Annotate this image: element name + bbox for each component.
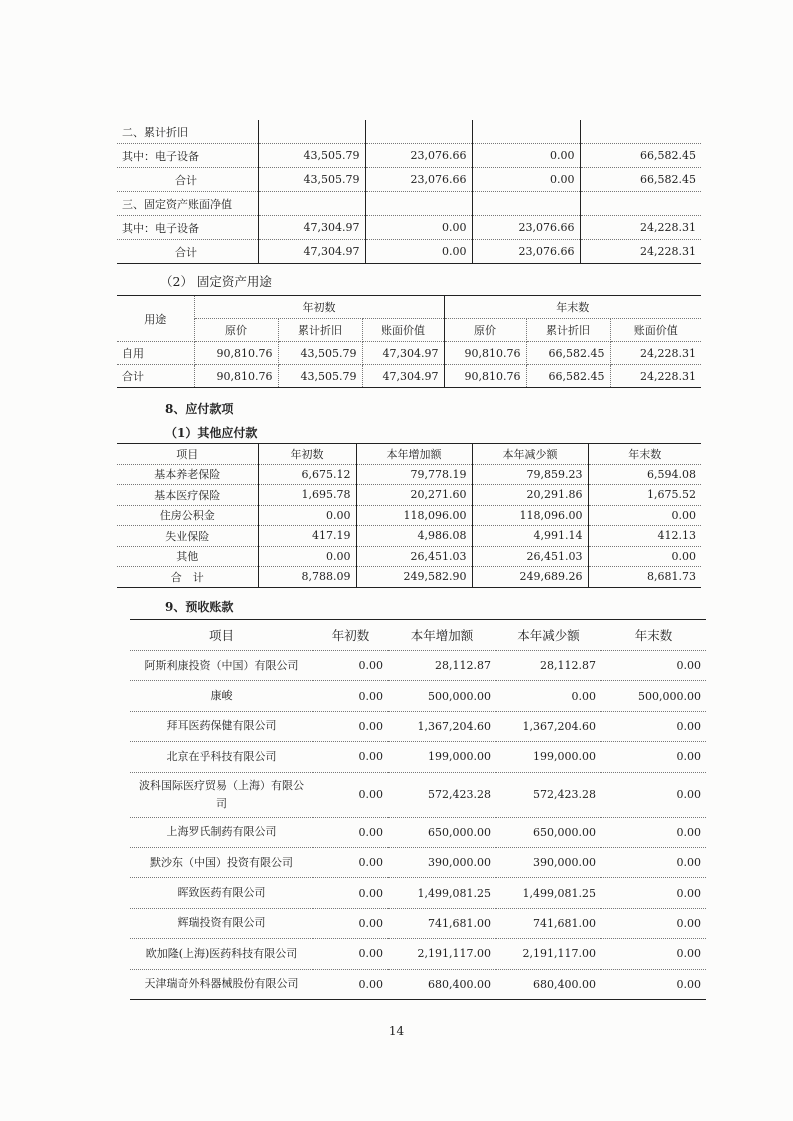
company-name: 康峻 [130,681,313,711]
cell-value: 0.00 [258,505,356,526]
table-row [130,847,706,877]
cell-value: 118,096.00 [356,505,472,526]
table-row [130,908,706,938]
cell-value: 8,788.09 [258,567,356,588]
other-payables-table [117,443,701,588]
cell-value: 2,191,117.00 [496,939,601,969]
table-row [117,567,701,588]
cell-value: 4,986.08 [356,526,472,547]
table-row [117,485,701,506]
cell-value: 66,582.45 [526,342,610,365]
cell-value [365,120,472,144]
row-label: 三、固定资产账面净值 [117,192,258,216]
cell-value: 66,582.45 [640,149,696,162]
cell-value: 1,695.78 [258,485,356,506]
cell-value: 118,096.00 [472,505,588,526]
company-name: 辉瑞投资有限公司 [130,908,313,938]
cell-value: 199,000.00 [388,742,496,772]
cell-value [580,192,701,216]
cell-value: 20,271.60 [356,485,472,506]
cell-value: 43,505.79 [258,168,365,192]
column-header: 项目 [130,620,313,651]
table-row [117,505,701,526]
cell-value: 6,675.12 [258,464,356,485]
table-row [117,342,701,365]
cell-value: 24,228.31 [610,342,701,365]
table-row [117,464,701,485]
group-begin-header: 年初数 [194,296,444,319]
table-row [117,168,701,192]
cell-value [580,120,701,144]
sub-header: 账面价值 [362,319,444,342]
column-header: 本年增加额 [388,620,496,651]
cell-value: 23,076.66 [365,168,472,192]
table-row [130,939,706,969]
row-label: 自用 [117,342,194,365]
table-row [130,681,706,711]
table-row [117,216,701,240]
row-label: 基本养老保险 [117,464,258,485]
cell-value: 417.19 [258,526,356,547]
table-row [130,772,706,817]
company-name: 拜耳医药保健有限公司 [130,711,313,741]
col-usage: 用途 [117,296,194,342]
cell-value: 0.00 [601,742,706,772]
cell-value: 8,681.73 [588,567,701,588]
column-header: 本年增加额 [356,444,472,465]
column-header: 年初数 [313,620,388,651]
cell-value: 6,594.08 [588,464,701,485]
cell-value: 0.00 [472,144,580,168]
payables-heading: 8、应付款项 [165,402,234,416]
table-row [117,365,701,388]
cell-value: 249,689.26 [472,567,588,588]
table-row [130,817,706,847]
cell-value: 90,810.76 [194,365,278,388]
sub-header: 累计折旧 [526,319,610,342]
cell-value: 0.00 [601,711,706,741]
row-label: 其他 [117,546,258,567]
cell-value: 0.00 [313,681,388,711]
company-name: 阿斯利康投资（中国）有限公司 [130,651,313,681]
cell-value: 24,228.31 [640,221,696,234]
cell-value: 47,304.97 [362,342,444,365]
company-name: 欧加隆(上海)医药科技有限公司 [130,939,313,969]
company-name: 北京在乎科技有限公司 [130,742,313,772]
table-row [117,526,701,547]
cell-value: 43,505.79 [278,342,362,365]
cell-value: 43,505.79 [258,144,365,168]
cell-value: 0.00 [496,681,601,711]
advance-receipts-heading: 9、预收账款 [165,600,234,614]
cell-value: 1,499,081.25 [388,878,496,908]
sub-header: 账面价值 [610,319,701,342]
cell-value: 0.00 [313,847,388,877]
cell-value: 28,112.87 [388,651,496,681]
cell-value: 0.00 [588,546,701,567]
cell-value: 28,112.87 [496,651,601,681]
cell-value: 90,810.76 [444,342,526,365]
table-row [130,651,706,681]
cell-value: 23,076.66 [472,216,580,240]
cell-value: 0.00 [313,969,388,999]
cell-value: 0.00 [365,240,472,264]
cell-value: 0.00 [601,772,706,817]
cell-value: 741,681.00 [388,908,496,938]
cell-value: 650,000.00 [388,817,496,847]
cell-value: 24,228.31 [610,365,701,388]
sub-header: 原价 [444,319,526,342]
row-label: 基本医疗保险 [117,485,258,506]
cell-value: 0.00 [313,711,388,741]
cell-value: 0.00 [601,908,706,938]
sub-header: 原价 [194,319,278,342]
cell-value: 0.00 [601,847,706,877]
cell-value: 47,304.97 [258,240,365,264]
cell-value: 23,076.66 [472,240,580,264]
cell-value: 680,400.00 [388,969,496,999]
row-label: 二、累计折旧 [117,120,258,144]
cell-value: 20,291.86 [472,485,588,506]
cell-value: 0.00 [601,817,706,847]
cell-value: 4,991.14 [472,526,588,547]
cell-value: 23,076.66 [365,144,472,168]
row-label: 住房公积金 [117,505,258,526]
table-row [117,144,701,168]
column-header: 年末数 [588,444,701,465]
cell-value [258,120,365,144]
cell-value [472,120,580,144]
cell-value [365,192,472,216]
company-name: 上海罗氏制药有限公司 [130,817,313,847]
cell-value: 79,778.19 [356,464,472,485]
cell-value: 0.00 [313,939,388,969]
cell-value: 0.00 [313,651,388,681]
cell-value: 1,367,204.60 [388,711,496,741]
cell-value: 0.00 [313,817,388,847]
cell-value: 47,304.97 [362,365,444,388]
cell-value: 43,505.79 [278,365,362,388]
usage-heading: （2） 固定资产用途 [160,274,272,289]
row-label: 合计 [117,240,258,264]
cell-value: 680,400.00 [496,969,601,999]
cell-value: 741,681.00 [496,908,601,938]
cell-value: 412.13 [588,526,701,547]
cell-value: 0.00 [601,939,706,969]
cell-value: 249,582.90 [356,567,472,588]
table-row [130,878,706,908]
company-name: 波科国际医疗贸易（上海）有限公司 [130,772,313,817]
cell-value: 500,000.00 [601,681,706,711]
cell-value: 1,675.52 [588,485,701,506]
cell-value: 650,000.00 [496,817,601,847]
cell-value: 199,000.00 [496,742,601,772]
cell-value: 0.00 [601,969,706,999]
cell-value: 0.00 [601,651,706,681]
cell-value: 390,000.00 [496,847,601,877]
table-row [117,240,701,264]
cell-value: 0.00 [313,772,388,817]
cell-value: 47,304.97 [258,216,365,240]
cell-value: 90,810.76 [444,365,526,388]
cell-value: 26,451.03 [356,546,472,567]
cell-value: 90,810.76 [194,342,278,365]
depreciation-table [117,120,701,264]
cell-value: 500,000.00 [388,681,496,711]
cell-value: 572,423.28 [496,772,601,817]
table-row [130,969,706,999]
company-name: 晖致医药有限公司 [130,878,313,908]
advance-receipts-table [130,619,706,1000]
cell-value: 66,582.45 [640,173,696,186]
cell-value: 26,451.03 [472,546,588,567]
cell-value: 24,228.31 [640,245,696,258]
table-row [130,742,706,772]
column-header: 本年减少额 [472,444,588,465]
group-end-header: 年末数 [444,296,701,319]
cell-value: 0.00 [313,908,388,938]
row-label: 其中：电子设备 [117,144,258,168]
sub-header: 累计折旧 [278,319,362,342]
table-row [117,546,701,567]
cell-value: 79,859.23 [472,464,588,485]
column-header: 年初数 [258,444,356,465]
cell-value [472,192,580,216]
company-name: 天津瑞奇外科器械股份有限公司 [130,969,313,999]
page-number: 14 [388,1024,405,1038]
row-label: 其中：电子设备 [117,216,258,240]
cell-value: 0.00 [258,546,356,567]
cell-value: 0.00 [472,168,580,192]
table-row [130,711,706,741]
cell-value: 0.00 [313,742,388,772]
table-row [117,120,701,144]
cell-value: 572,423.28 [388,772,496,817]
cell-value: 1,367,204.60 [496,711,601,741]
cell-value: 0.00 [601,878,706,908]
other-payables-subheading: （1）其他应付款 [165,426,258,440]
column-header: 项目 [117,444,258,465]
cell-value [258,192,365,216]
company-name: 默沙东（中国）投资有限公司 [130,847,313,877]
row-label: 失业保险 [117,526,258,547]
cell-value: 0.00 [365,216,472,240]
cell-value: 390,000.00 [388,847,496,877]
row-label: 合计 [117,168,258,192]
cell-value: 1,499,081.25 [496,878,601,908]
cell-value: 66,582.45 [526,365,610,388]
cell-value: 0.00 [588,505,701,526]
row-label: 合计 [117,365,194,388]
column-header: 年末数 [601,620,706,651]
fixed-asset-usage-table [117,295,701,388]
table-row [117,192,701,216]
row-label: 合 计 [117,567,258,588]
cell-value: 0.00 [313,878,388,908]
cell-value: 2,191,117.00 [388,939,496,969]
column-header: 本年减少额 [496,620,601,651]
